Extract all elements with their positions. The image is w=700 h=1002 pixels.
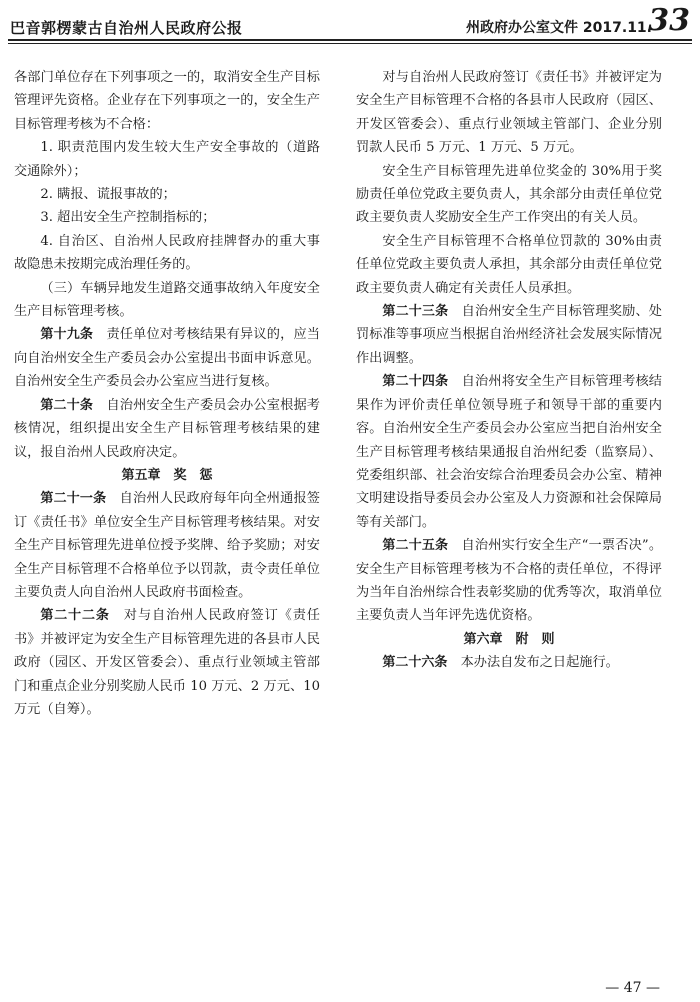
gazette-title: 巴音郭楞蒙古自治州人民政府公报 xyxy=(10,19,243,37)
article-21-text: 自治州人民政府每年向全州通报签订《责任书》单位安全生产目标管理考核结果。对安全生产目标管理先进单位授予奖牌、给予奖励；对安全生产目标管理不合格单位予以罚款，责令责任单位主要负责人向自治州人民政府书面检查。 xyxy=(14,491,320,600)
chapter-5-heading: 第五章 奖 惩 xyxy=(121,467,213,483)
list-item-4: 4. 自治区、自治州人民政府挂牌督办的重大事故隐患未按期完成治理任务的。 xyxy=(14,233,320,273)
article-19 xyxy=(14,323,320,393)
paragraph-penalty: 对与自治州人民政府签订《责任书》并被评定为安全生产目标管理不合格的各县市人民政府（园区、开发区管委会）、重点行业领域主管部门、企业分别罚款人民币 5 万元、1 万元、5 万元。 xyxy=(356,70,662,156)
article-23 xyxy=(356,300,662,370)
article-26-text: 本办法自发布之日起施行。 xyxy=(460,655,619,671)
issue-number: 33 xyxy=(648,3,690,38)
article-21-label: 第二十一条 xyxy=(40,491,107,507)
page-header xyxy=(8,4,692,40)
paragraph-traffic: （三）车辆异地发生道路交通事故纳入年度安全生产目标管理考核。 xyxy=(14,280,320,320)
right-column xyxy=(356,66,662,675)
article-25-text: 自治州实行安全生产“一票否决”。安全生产目标管理考核为不合格的责任单位，不得评为当年自治州综合性表彰奖励的优秀等次，取消单位主要负责人当年评先选优资格。 xyxy=(356,538,663,624)
article-24 xyxy=(356,370,662,534)
chapter-6-heading: 第六章 附 则 xyxy=(463,631,555,647)
article-26 xyxy=(356,651,662,674)
article-26-label: 第二十六条 xyxy=(382,655,448,671)
article-20-label: 第二十条 xyxy=(40,397,94,413)
article-25-label: 第二十五条 xyxy=(382,538,449,554)
article-23-label: 第二十三条 xyxy=(382,304,449,320)
header-rule-thick xyxy=(8,39,692,41)
article-22-label: 第二十二条 xyxy=(40,608,110,624)
paragraph-reward-share: 安全生产目标管理先进单位奖金的 30%用于奖励责任单位党政主要负责人，其余部分由责任单位党政主要负责人奖励安全生产工作突出的有关人员。 xyxy=(356,163,662,226)
header-rule-thin xyxy=(8,43,692,44)
article-22 xyxy=(14,604,320,721)
article-25 xyxy=(356,534,662,628)
article-20 xyxy=(14,394,320,464)
article-22-text: 对与自治州人民政府签订《责任书》并被评定为安全生产目标管理先进的各县市人民政府（园区、开发区管委会）、重点行业领域主管部门和重点企业分别奖励人民币 10 万元、2 万元、10 万元（自筹）。 xyxy=(14,608,320,717)
list-item-1: 1. 职责范围内发生较大生产安全事故的（道路交通除外）； xyxy=(14,140,320,179)
section-title: 州政府办公室文件 2017.11. xyxy=(466,20,652,36)
article-21 xyxy=(14,487,320,604)
article-19-text: 责任单位对考核结果有异议的，应当向自治州安全生产委员会办公室提出书面申诉意见。自治州安全生产委员会办公室应当进行复核。 xyxy=(14,327,320,390)
article-24-label: 第二十四条 xyxy=(382,374,449,390)
paragraph-disqualification: 各部门单位存在下列事项之一的，取消安全生产目标管理评先资格。企业存在下列事项之一的，安全生产目标管理考核为不合格： xyxy=(14,70,320,132)
article-19-label: 第十九条 xyxy=(40,327,94,343)
paragraph-penalty-share: 安全生产目标管理不合格单位罚款的 30%由责任单位党政主要负责人承担，其余部分由责任单位党政主要负责人确定有关责任人员承担。 xyxy=(356,233,662,296)
left-column xyxy=(14,66,320,721)
article-20-text: 自治州安全生产委员会办公室根据考核情况，组织提出安全生产目标管理考核结果的建议，报自治州人民政府决定。 xyxy=(14,397,320,460)
page-number: — 47 — xyxy=(605,980,660,996)
list-item-2: 2. 瞒报、谎报事故的； xyxy=(40,187,176,203)
list-item-3: 3. 超出安全生产控制指标的； xyxy=(40,210,216,226)
article-24-text: 自治州将安全生产目标管理考核结果作为评价责任单位领导班子和领导干部的重要内容。自治州安全生产委员会办公室应当把自治州安全生产目标管理考核结果通报自治州纪委（监察局）、党委组织部、社会治安综合治理委员会办公室、精神文明建设指导委员会办公室及人力资源和社会保障局等有关部门。 xyxy=(356,374,662,530)
article-23-text: 自治州安全生产目标管理奖励、处罚标准等事项应当根据自治州经济社会发展实际情况作出调整。 xyxy=(356,304,662,366)
